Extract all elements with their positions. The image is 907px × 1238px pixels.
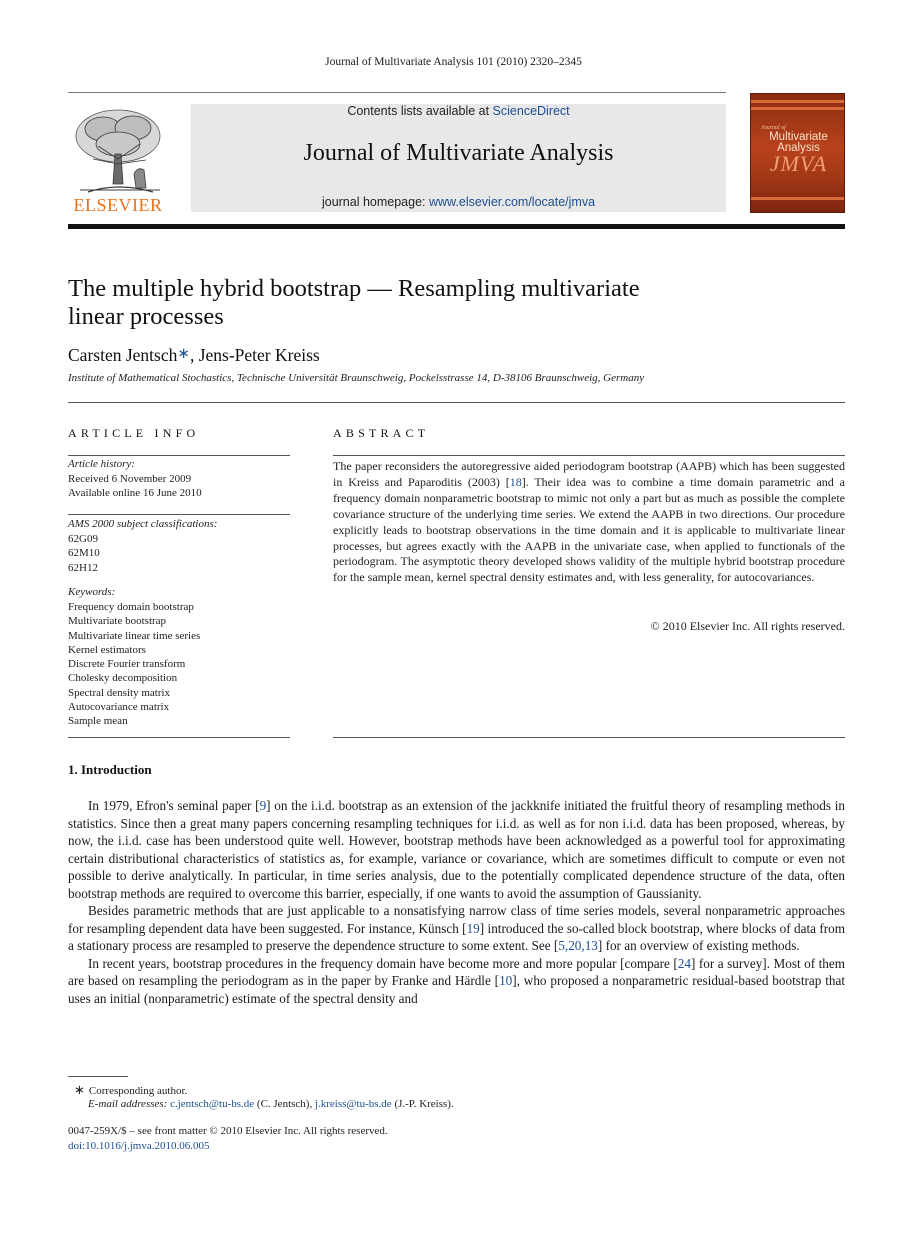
abstract-text-part: ]. Their idea was to combine a time domain parametric and a frequency domain nonparametric bootstrap to mimic not only a part but as much as possible the complete covariance structure of the underlying time series. We extend the AAPB in two directions. Our procedure explicitly leads to bootstrap observations in the time domain and it is applicable to multivariate linear processes, but agrees exactly with the AAPB in the univariate case, when applied to functionals of the periodogram. The asymptotic theory developed shows validity of the multiple hybrid bootstrap procedure for the sample mean, kernel spectral density estimates and, with less generality, for autocovariances. (333, 474, 845, 585)
citation-link[interactable]: 9 (259, 798, 267, 813)
journal-title: Journal of Multivariate Analysis (303, 140, 614, 166)
footnote-divider (68, 1076, 128, 1077)
cover-stripe (751, 107, 845, 110)
history-item: Available online 16 June 2010 (68, 487, 202, 500)
contents-prefix: Contents lists available at (347, 104, 493, 118)
publisher-name: ELSEVIER (73, 195, 163, 215)
email-link[interactable]: j.kreiss@tu-bs.de (314, 1098, 392, 1110)
cover-small-text: Journal of (761, 125, 786, 131)
article-title-line2: linear processes (68, 303, 224, 330)
keywords-label: Keywords: (68, 586, 116, 598)
affiliation: Institute of Mathematical Stochastics, Technische Universität Braunschweig, Pockelsstrasse 14, D-38106 Braunschweig, Germany (68, 372, 645, 384)
abstract-text-part: The paper reconsiders the autoregressive aided periodogram bootstrap (AAPB) which has been suggested in Kreiss and Paparoditis (2003) [ (333, 459, 845, 489)
paragraph-text: In recent years, bootstrap procedures in the frequency domain have become more and more popular [compare [ (88, 955, 678, 971)
ams-classification-list (68, 532, 100, 575)
copyright-notice: © 2010 Elsevier Inc. All rights reserved. (650, 619, 845, 633)
email-link[interactable]: c.jentsch@tu-bs.de (170, 1098, 255, 1110)
footnote-text: Corresponding author. (88, 1085, 188, 1097)
history-label: Article history: (68, 458, 135, 470)
email-owner: (J.-P. Kreiss). (391, 1098, 454, 1110)
article-title (68, 275, 768, 331)
keyword: Autocovariance matrix (68, 701, 170, 714)
front-matter-line: 0047-259X/$ – see front matter © 2010 Elsevier Inc. All rights reserved. (68, 1125, 388, 1137)
history-item: Received 6 November 2009 (68, 473, 192, 485)
paragraph-text: ] on the i.i.d. bootstrap as an extension of the jackknife initiated the fruitful theory of resampling methods in statistics. Since then a great many papers concerning resampling techniques for i.i.d. as well as for non i.i.d. data has been proposed, whereas, by now, the i.i.d. case has been understood quite well. However, bootstrap methods have been acknowledged as a powerful tool for approximating certain distributional characteristics of statistics as, for example, variance or covariance, which are sometimes difficult to compute or even not possible to derive analytically. In particular, in time series analysis, due to the potentially complicated dependence structure of the data, often bootstrap methods are required to overcome this barrier, especially, if one wants to avoid the assumption of Gaussianity. (68, 798, 845, 901)
paragraph (68, 902, 845, 955)
citation-link[interactable]: 18 (509, 474, 522, 489)
author-separator: , (189, 345, 199, 365)
corresponding-author-footnote (74, 1082, 187, 1098)
ams-code: 62G09 (68, 533, 98, 545)
paragraph-text: Besides parametric methods that are just applicable to a nonsatisfying narrow class of time series models, several nonparametric approaches for resampling dependent data have been suggested. For instance, Künsch [ (68, 903, 845, 936)
author-list (68, 344, 320, 366)
abstract-text (333, 459, 845, 586)
article-info-divider (68, 455, 290, 456)
cover-title-line2: Analysis (777, 142, 820, 154)
doi-link[interactable]: doi:10.1016/j.jmva.2010.06.005 (68, 1140, 210, 1152)
corresponding-author-mark[interactable]: ∗ (177, 346, 190, 362)
citation-link[interactable]: 24 (677, 955, 691, 971)
elsevier-tree-icon (68, 104, 168, 196)
history-list (68, 472, 202, 501)
paragraph (68, 797, 845, 902)
keyword: Kernel estimators (68, 643, 146, 656)
contents-line (191, 104, 726, 118)
journal-cover-image[interactable] (750, 93, 845, 213)
abstract-divider (333, 737, 845, 738)
sciencedirect-link[interactable]: ScienceDirect (492, 104, 570, 118)
author-name[interactable]: Carsten Jentsch (68, 345, 178, 365)
ams-code: 62H12 (68, 561, 98, 574)
body-text (68, 797, 845, 1007)
homepage-prefix: journal homepage: (321, 195, 429, 209)
footnote-mark: ∗ (74, 1082, 85, 1097)
email-owner: (C. Jentsch), (254, 1098, 315, 1110)
section-divider (68, 402, 845, 403)
cover-title-line1: Multivariate (769, 131, 828, 143)
keyword: Discrete Fourier transform (68, 658, 186, 671)
keyword: Cholesky decomposition (68, 672, 178, 685)
paragraph-text: ] for an overview of existing methods. (597, 938, 800, 953)
author-name[interactable]: Jens-Peter Kreiss (198, 345, 320, 365)
header-divider (68, 92, 726, 93)
keyword: Multivariate bootstrap (68, 615, 167, 628)
keyword: Sample mean (68, 715, 128, 728)
citation-link[interactable]: 19 (466, 920, 480, 936)
paragraph-text: ] introduced the so-called block bootstrap, where blocks of data from a stationary process are resampled to preserve the dependence structure to some extent. See [ (68, 920, 846, 953)
email-label: E-mail addresses: (88, 1098, 168, 1110)
article-info-divider (68, 737, 290, 738)
section-heading: 1. Introduction (68, 762, 152, 777)
running-head: Journal of Multivariate Analysis 101 (2010) 2320–2345 (325, 56, 582, 68)
elsevier-logo[interactable] (68, 104, 168, 214)
cover-stripe (751, 100, 845, 103)
paragraph-text: In 1979, Efron's seminal paper [ (88, 798, 260, 813)
email-footnote (88, 1098, 454, 1110)
citation-link[interactable]: 10 (499, 973, 513, 988)
paragraph-text: ], who proposed a nonparametric residual-based bootstrap that uses an initial (nonparametric) estimate of the spectral density and (68, 973, 845, 1006)
paragraph-text: ] for a survey]. Most of them are based on resampling the periodogram as in the paper by Franke and Härdle [ (68, 955, 846, 988)
keyword: Multivariate linear time series (68, 629, 201, 642)
abstract-divider (333, 455, 845, 456)
homepage-link[interactable]: www.elsevier.com/locate/jmva (429, 195, 596, 209)
homepage-line (191, 195, 726, 209)
cover-abbreviation: JMVA (769, 151, 828, 176)
citation-link[interactable]: 5,20,13 (558, 938, 598, 953)
header-thick-rule (68, 224, 845, 229)
article-title-line1: The multiple hybrid bootstrap — Resampling multivariate (68, 275, 640, 302)
journal-banner (191, 104, 726, 212)
ams-code: 62M10 (68, 547, 100, 560)
ams-classification-label: AMS 2000 subject classifications: (68, 518, 218, 530)
keyword: Frequency domain bootstrap (68, 601, 194, 613)
article-info-divider (68, 514, 290, 515)
article-info-heading: ARTICLE INFO (68, 426, 200, 440)
keyword: Spectral density matrix (68, 686, 171, 699)
keywords-list (68, 600, 200, 729)
cover-stripe (751, 197, 845, 200)
abstract-heading: ABSTRACT (333, 426, 430, 440)
paragraph (68, 955, 845, 1008)
